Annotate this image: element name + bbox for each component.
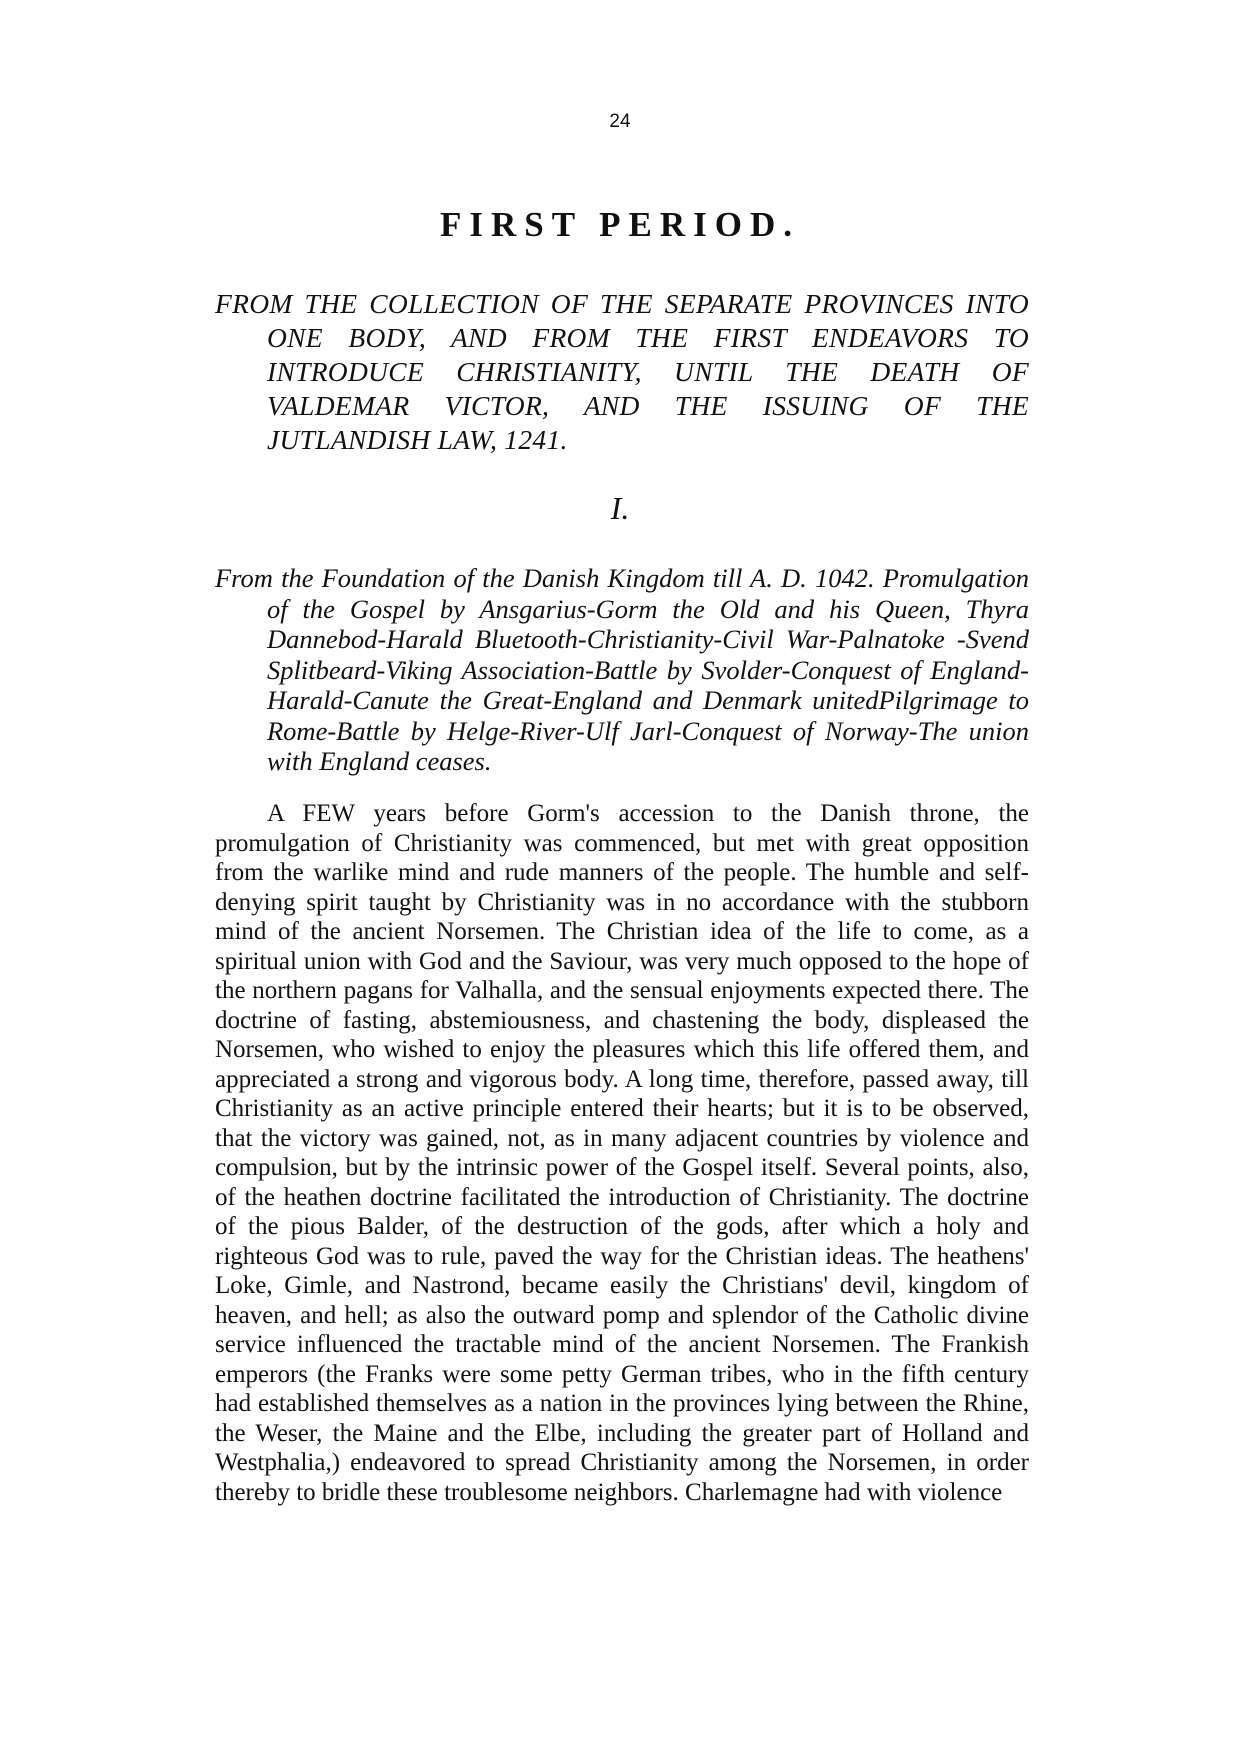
period-subtitle: FROM THE COLLECTION OF THE SEPARATE PROVINCES INTO ONE BODY, AND FROM THE FIRST ENDEAVORS TO INTRODUCE CHRISTIANITY, UNTIL THE DEATH OF VALDEMAR VICTOR, AND THE ISSUING OF THE JUTLANDISH LAW, 1241. [215,288,1029,455]
body-paragraph: A FEW years before Gorm's accession to the Danish throne, the promulgation of Christianity was commenced, but met with great opposition from the warlike mind and rude manners of the people. The humble and self-denying spirit taught by Christianity was in no accordance with the stubborn mind of the ancient Norsemen. The Christian idea of the life to come, as a spiritual union with God and the Saviour, was very much opposed to the hope of the northern pagans for Valhalla, and the sensual enjoyments expected there. The doctrine of fasting, abstemiousness, and chastening the body, displeased the Norsemen, who wished to enjoy the pleasures which this life offered them, and appreciated a strong and vigorous body. A long time, therefore, passed away, till Christianity as an active principle entered their hearts; but it is to be observed, that the victory was gained, not, as in many adjacent countries by violence and compulsion, but by the intrinsic power of the Gospel itself. Several points, also, of the heathen doctrine facilitated the introduction of Christianity. The doctrine of the pious Balder, of the destruction of the gods, after which a holy and righteous God was to rule, paved the way for the Christian ideas. The heathens' Loke, Gimle, and Nastrond, became easily the Christians' devil, kingdom of heaven, and hell; as also the outward pomp and splendor of the Catholic divine service influenced the tractable mind of the ancient Norsemen. The Frankish emperors (the Franks were some petty German tribes, who in the fifth century had established themselves as a nation in the provinces lying between the Rhine, the Weser, the Maine and the Elbe, including the greater part of Holland and Westphalia,) endeavored to spread Christianity among the Norsemen, in order thereby to bridle these troublesome neighbors. Charlemagne had with violence [215,800,1029,1506]
period-title: FIRST PERIOD. [439,205,801,244]
body-text [215,799,1029,1507]
section-summary: From the Foundation of the Danish Kingdom till A. D. 1042. Promulgation of the Gospel by Ansgarius-Gorm the Old and his Queen, Thyra Dannebod-Harald Bluetooth-Christianity-Civil War-Palnatoke -Svend Splitbeard-Viking Association-Battle by Svolder-Conquest of England-Harald-Canute the Great-England and Denmark unitedPilgrimage to Rome-Battle by Helge-River-Ulf Jarl-Conquest of Norway-The union with England ceases. [215,563,1029,776]
page-number: 24 [609,111,631,132]
section-numeral: I. [610,490,630,526]
